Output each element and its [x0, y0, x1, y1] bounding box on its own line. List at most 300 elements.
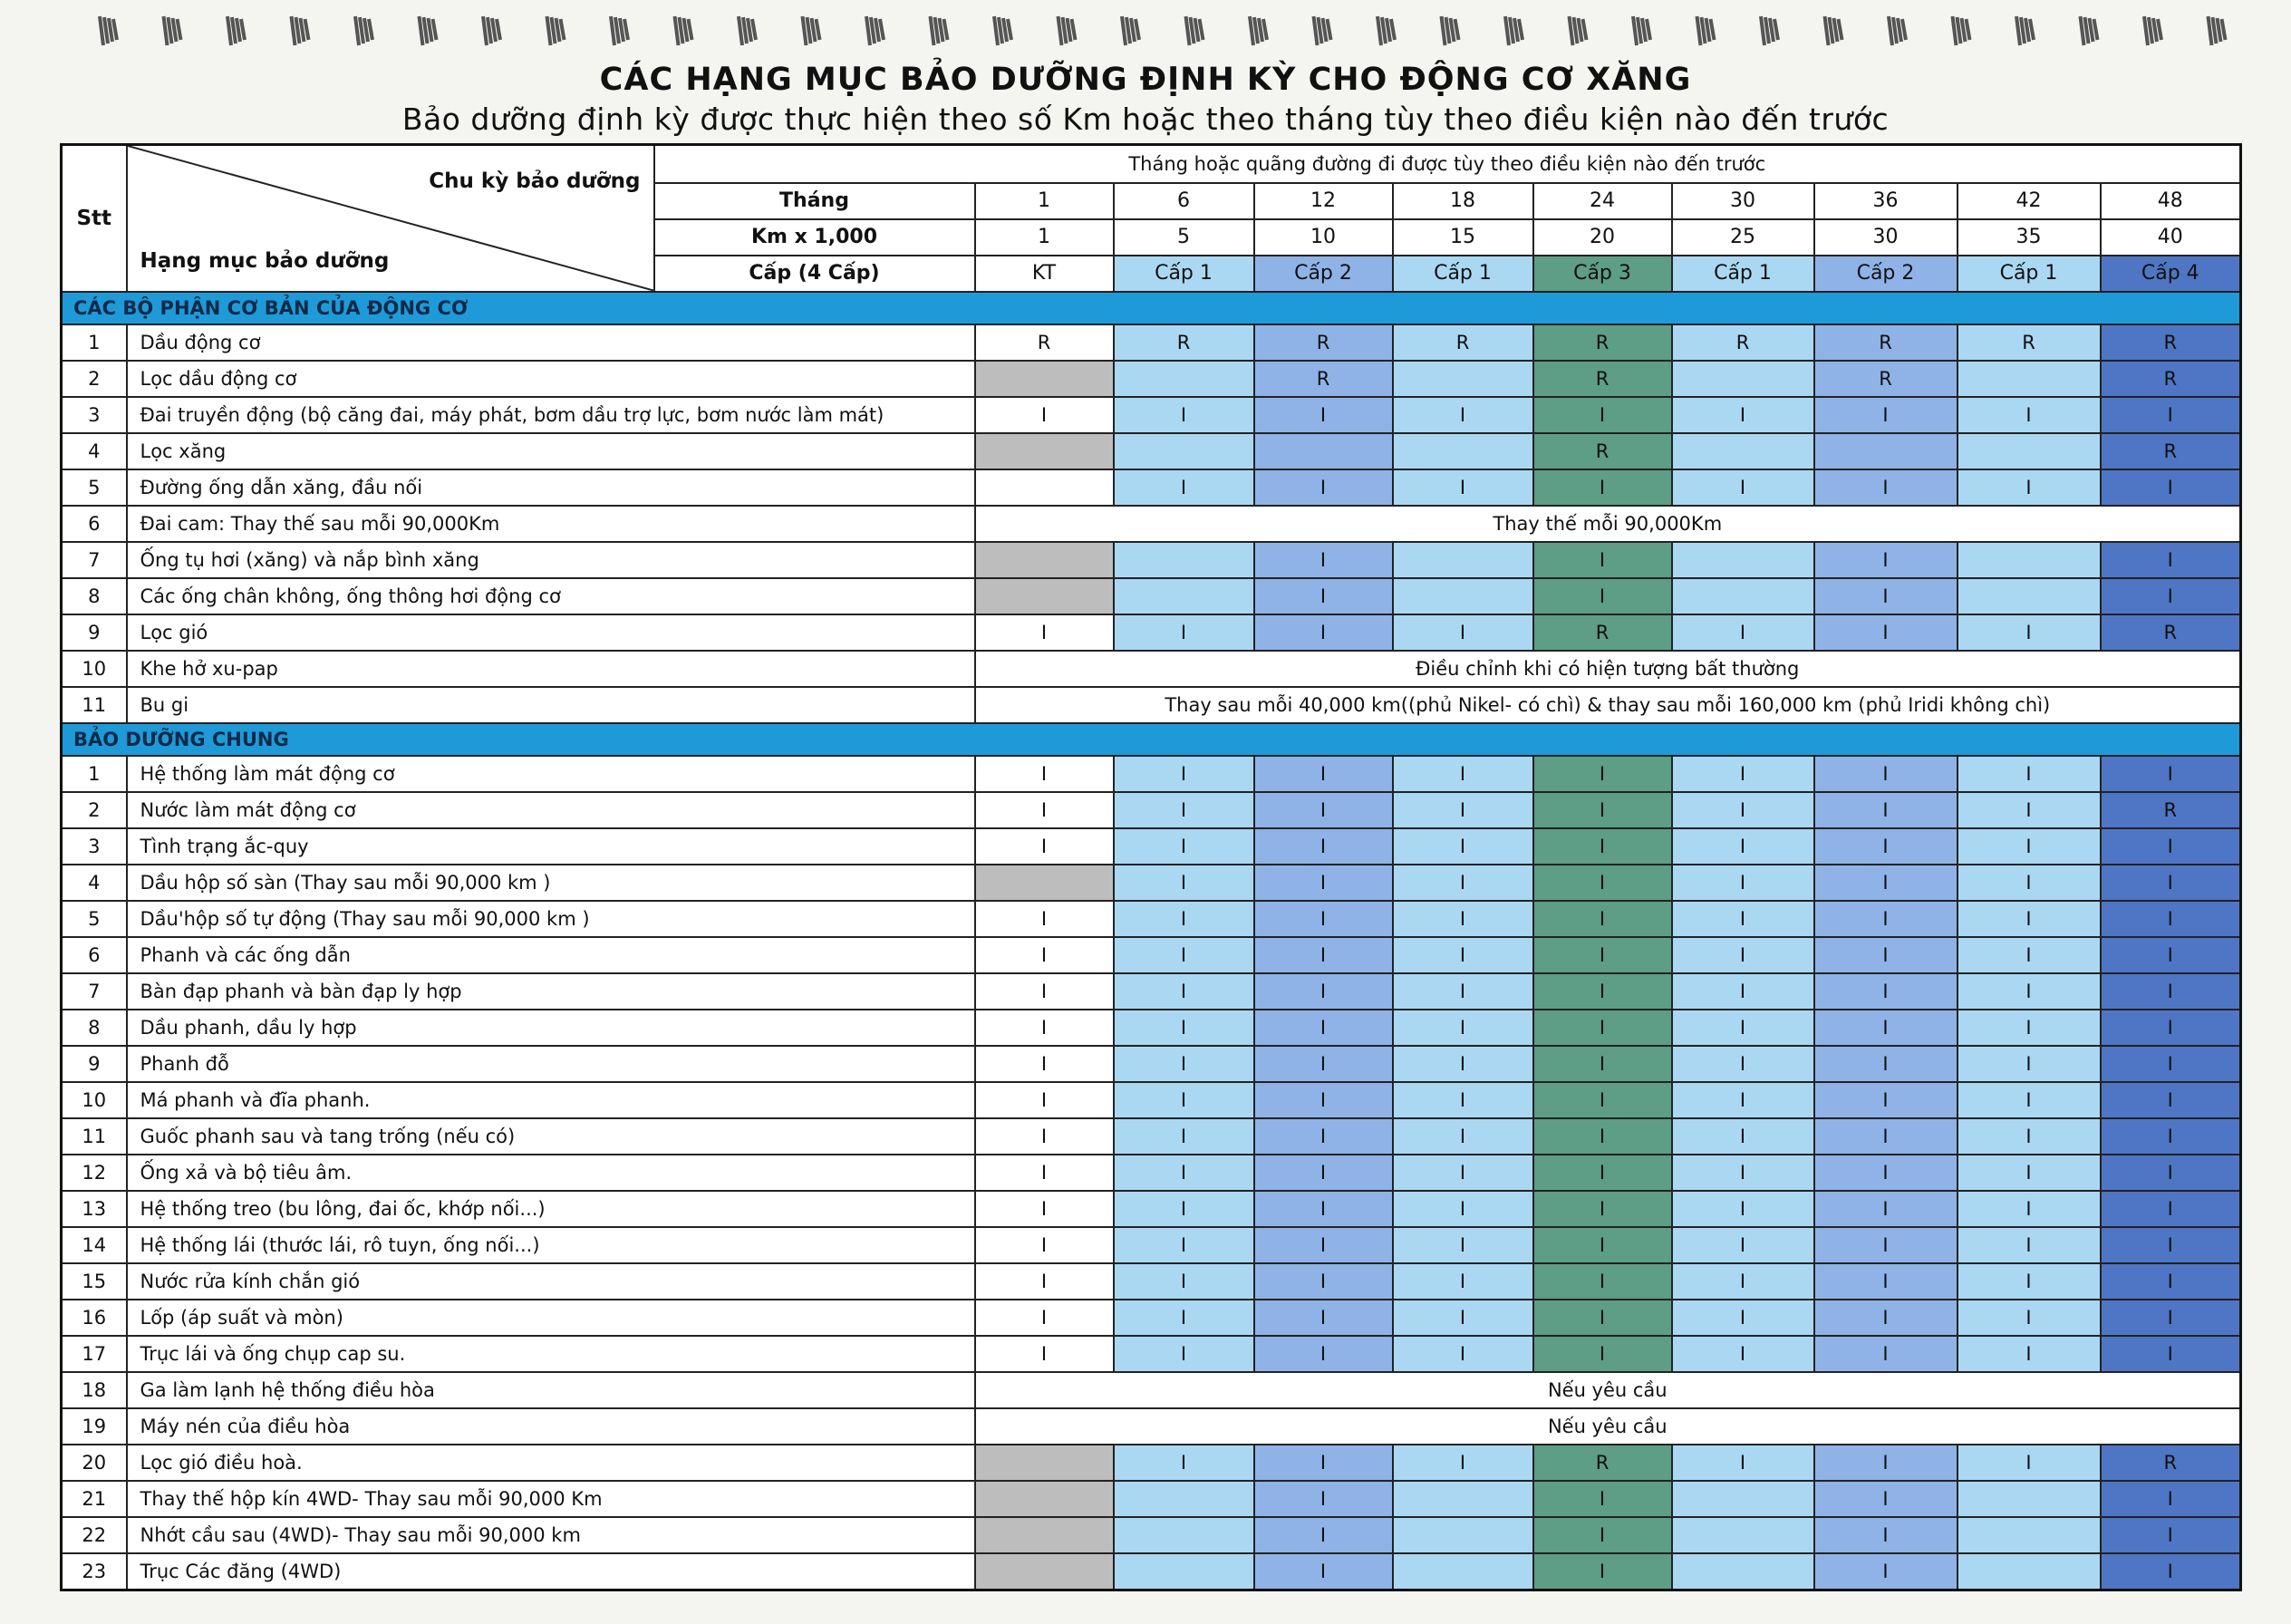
- table-row: [62, 1372, 2241, 1408]
- schedule-cell: I: [1814, 1046, 1958, 1082]
- spiral-ring: [2213, 17, 2217, 44]
- schedule-cell: [1254, 433, 1393, 469]
- spiral-ring: [1455, 19, 1459, 40]
- schedule-cell: [1393, 433, 1533, 469]
- schedule-cell: I: [1958, 792, 2101, 828]
- spiral-ring: [1058, 16, 1062, 45]
- schedule-cell: I: [1958, 937, 2101, 973]
- schedule-cell: I: [1114, 1191, 1254, 1227]
- table-row: [62, 1336, 2241, 1372]
- schedule-cell: I: [975, 1155, 1114, 1191]
- schedule-cell: I: [2101, 1155, 2241, 1191]
- schedule-cell: I: [1114, 397, 1254, 433]
- schedule-cell: I: [1672, 792, 1814, 828]
- schedule-cell: I: [1114, 1227, 1254, 1263]
- spiral-ring: [2025, 18, 2029, 42]
- schedule-cell: I: [1254, 828, 1393, 865]
- item-name: Khe hở xu-pap: [127, 651, 975, 687]
- schedule-cell: I: [1114, 1155, 1254, 1191]
- spiral-ring: [1765, 17, 1769, 44]
- item-label: Hạng mục bảo dưỡng: [140, 248, 390, 273]
- schedule-cell: R: [1958, 324, 2101, 361]
- spiral-ring: [1003, 18, 1007, 42]
- thang-value: 12: [1254, 183, 1393, 219]
- cap-value: Cấp 3: [1533, 256, 1672, 292]
- item-name: Bàn đạp phanh và bàn đạp ly hợp: [127, 973, 975, 1010]
- spiral-ring: [1519, 19, 1522, 40]
- spiral-ring: [1191, 17, 1194, 44]
- schedule-cell: I: [1533, 1263, 1672, 1300]
- spiral-ring: [305, 19, 309, 40]
- schedule-cell: I: [1393, 1336, 1533, 1372]
- schedule-cell: I: [2101, 1191, 2241, 1227]
- spiral-ring: [1702, 17, 1706, 44]
- spiral-ring: [1574, 17, 1578, 44]
- table-row: [62, 973, 2241, 1010]
- schedule-cell: I: [1533, 973, 1672, 1010]
- page-title: CÁC HẠNG MỤC BẢO DƯỠNG ĐỊNH KỲ CHO ĐỘNG CƠ XĂNG: [599, 62, 1692, 98]
- schedule-cell: I: [2101, 1553, 2241, 1590]
- item-name: Thay thế hộp kín 4WD- Thay sau mỗi 90,000 Km: [127, 1481, 975, 1517]
- schedule-cell: I: [1958, 469, 2101, 506]
- schedule-cell: R: [1393, 324, 1533, 361]
- schedule-cell: R: [1814, 324, 1958, 361]
- spiral-ring: [164, 16, 168, 45]
- spiral-ring: [483, 16, 487, 45]
- schedule-cell: I: [1958, 1263, 2101, 1300]
- table-row: [62, 397, 2241, 433]
- schedule-cell: I: [1814, 1010, 1958, 1046]
- item-name: Hệ thống làm mát động cơ: [127, 756, 975, 792]
- schedule-cell: [1114, 1481, 1254, 1517]
- schedule-cell: I: [975, 1118, 1114, 1155]
- schedule-cell: I: [1672, 1445, 1814, 1481]
- page-subtitle: Bảo dưỡng định kỳ được thực hiện theo số Km hoặc theo tháng tùy theo điều kiện nào đến trước: [401, 102, 1890, 137]
- schedule-cell: I: [1393, 937, 1533, 973]
- cap-value: KT: [975, 256, 1114, 292]
- spiral-ring: [1122, 16, 1126, 45]
- spiral-ring: [817, 19, 820, 40]
- row-number: 9: [62, 1046, 127, 1082]
- schedule-cell: I: [1814, 1336, 1958, 1372]
- schedule-cell: [1672, 578, 1814, 614]
- section-title: BẢO DƯỠNG CHUNG: [62, 723, 2241, 756]
- schedule-cell: I: [1672, 614, 1814, 651]
- schedule-cell: I: [975, 397, 1114, 433]
- schedule-cell: I: [1958, 1445, 2101, 1481]
- spiral-ring: [1446, 17, 1450, 44]
- table-row: [62, 687, 2241, 723]
- spiral-ring: [561, 19, 565, 40]
- item-name: Trục Các đăng (4WD): [127, 1553, 975, 1590]
- spiral-ring: [1505, 16, 1509, 45]
- km-value: 40: [2101, 219, 2241, 256]
- row-number: 4: [62, 433, 127, 469]
- item-name: Đai truyền động (bộ căng đai, máy phát, bơm dầu trợ lực, bơm nước làm mát): [127, 397, 975, 433]
- schedule-cell: [1114, 1517, 1254, 1553]
- schedule-cell: I: [2101, 1481, 2241, 1517]
- schedule-cell: I: [1393, 756, 1533, 792]
- spiral-ring: [1711, 19, 1715, 40]
- spiral-ring: [1761, 16, 1764, 45]
- spiral-ring: [739, 16, 742, 45]
- spiral-ring: [1647, 19, 1650, 40]
- schedule-cell: I: [1814, 1155, 1958, 1191]
- spiral-ring: [1638, 17, 1641, 44]
- row-number: 9: [62, 614, 127, 651]
- schedule-cell: I: [1114, 973, 1254, 1010]
- schedule-cell: [975, 1481, 1114, 1517]
- schedule-cell: R: [1533, 361, 1672, 397]
- item-name: Đai cam: Thay thế sau mỗi 90,000Km: [127, 506, 975, 542]
- spiral-ring: [944, 19, 948, 40]
- schedule-cell: I: [1114, 1118, 1254, 1155]
- table-row: [62, 361, 2241, 397]
- schedule-cell: I: [1672, 1263, 1814, 1300]
- schedule-cell: I: [2101, 1010, 2241, 1046]
- spiral-ring: [169, 17, 172, 44]
- item-name: Dầu phanh, dầu ly hợp: [127, 1010, 975, 1046]
- spiral-ring: [1068, 18, 1071, 42]
- schedule-cell: I: [2101, 542, 2241, 578]
- merged-note: Nếu yêu cầu: [975, 1408, 2241, 1445]
- table-row: [62, 792, 2241, 828]
- schedule-cell: I: [1393, 1046, 1533, 1082]
- schedule-cell: I: [1114, 937, 1254, 973]
- schedule-cell: I: [1958, 1336, 2101, 1372]
- spiral-ring: [1834, 18, 1838, 42]
- interval-caption: Tháng hoặc quãng đường đi được tùy theo điều kiện nào đến trước: [654, 145, 2241, 183]
- schedule-cell: I: [1254, 469, 1393, 506]
- schedule-cell: I: [1393, 1445, 1533, 1481]
- schedule-cell: I: [1254, 865, 1393, 901]
- cycle-item-header: [127, 145, 654, 292]
- spiral-ring: [940, 18, 943, 42]
- schedule-cell: R: [2101, 324, 2241, 361]
- row-number: 6: [62, 506, 127, 542]
- item-name: Lọc dầu động cơ: [127, 361, 975, 397]
- item-name: Máy nén của điều hòa: [127, 1408, 975, 1445]
- schedule-cell: R: [1254, 324, 1393, 361]
- cap-value: Cấp 2: [1254, 256, 1393, 292]
- table-row: [62, 1300, 2241, 1336]
- schedule-cell: I: [1958, 1010, 2101, 1046]
- table-row: [62, 1191, 2241, 1227]
- schedule-cell: I: [1393, 828, 1533, 865]
- schedule-cell: I: [1672, 469, 1814, 506]
- schedule-cell: I: [1114, 614, 1254, 651]
- schedule-cell: I: [1814, 1553, 1958, 1590]
- schedule-cell: [1958, 1553, 2101, 1590]
- spiral-ring: [1378, 16, 1381, 45]
- schedule-cell: I: [975, 828, 1114, 865]
- spiral-ring: [1706, 18, 1710, 42]
- schedule-cell: R: [1814, 361, 1958, 397]
- item-name: Lọc gió điều hoà.: [127, 1445, 975, 1481]
- schedule-cell: I: [1254, 1010, 1393, 1046]
- row-number: 1: [62, 324, 127, 361]
- spiral-binding: [0, 0, 2291, 53]
- schedule-cell: I: [1533, 1517, 1672, 1553]
- table-row: [62, 1082, 2241, 1118]
- schedule-cell: I: [1533, 1481, 1672, 1517]
- spiral-ring: [2149, 17, 2152, 44]
- spiral-ring: [360, 17, 363, 44]
- km-value: 1: [975, 219, 1114, 256]
- row-number: 11: [62, 1118, 127, 1155]
- schedule-cell: I: [2101, 1118, 2241, 1155]
- schedule-cell: I: [1254, 1300, 1393, 1336]
- item-name: Dầu động cơ: [127, 324, 975, 361]
- table-row: [62, 1263, 2241, 1300]
- spiral-ring: [2094, 19, 2098, 40]
- schedule-cell: I: [2101, 937, 2241, 973]
- item-name: Nước rửa kính chắn gió: [127, 1263, 975, 1300]
- table-row: [62, 1408, 2241, 1445]
- spiral-ring: [1893, 17, 1897, 44]
- cap-value: Cấp 1: [1672, 256, 1814, 292]
- row-number: 5: [62, 469, 127, 506]
- schedule-cell: [1393, 1517, 1533, 1553]
- row-number: 10: [62, 1082, 127, 1118]
- schedule-cell: I: [975, 1082, 1114, 1118]
- table-row: [62, 1553, 2241, 1590]
- spiral-ring: [497, 19, 500, 40]
- schedule-cell: I: [1958, 397, 2101, 433]
- schedule-cell: I: [1958, 865, 2101, 901]
- spiral-ring: [1958, 17, 1961, 44]
- schedule-cell: I: [1114, 1082, 1254, 1118]
- cap-value: Cấp 1: [1958, 256, 2101, 292]
- schedule-cell: I: [1672, 1118, 1814, 1155]
- schedule-cell: I: [1958, 1046, 2101, 1082]
- schedule-cell: I: [1393, 1300, 1533, 1336]
- spiral-ring: [624, 19, 628, 40]
- thang-value: 6: [1114, 183, 1254, 219]
- spiral-ring: [1259, 18, 1262, 42]
- schedule-cell: I: [1672, 973, 1814, 1010]
- spiral-ring: [1570, 16, 1573, 45]
- schedule-cell: I: [1672, 1227, 1814, 1263]
- table-row: [62, 469, 2241, 506]
- spiral-ring: [2218, 18, 2221, 42]
- schedule-cell: [1672, 1553, 1814, 1590]
- schedule-cell: I: [1672, 756, 1814, 792]
- spiral-ring: [1830, 17, 1833, 44]
- schedule-cell: I: [1958, 901, 2101, 937]
- table-row: [62, 542, 2241, 578]
- spiral-ring: [552, 17, 556, 44]
- spiral-ring: [1442, 16, 1445, 45]
- spiral-ring: [2144, 16, 2148, 45]
- spiral-ring: [999, 17, 1002, 44]
- schedule-cell: [1393, 1481, 1533, 1517]
- schedule-cell: I: [1254, 397, 1393, 433]
- schedule-cell: I: [1958, 973, 2101, 1010]
- spiral-ring: [1063, 17, 1067, 44]
- spiral-ring: [1770, 18, 1774, 42]
- spiral-ring: [109, 18, 112, 42]
- schedule-cell: I: [2101, 1082, 2241, 1118]
- row-number: 23: [62, 1553, 127, 1590]
- km-value: 10: [1254, 219, 1393, 256]
- schedule-cell: I: [1393, 1155, 1533, 1191]
- spiral-ring: [1314, 16, 1318, 45]
- table-row: [62, 506, 2241, 542]
- schedule-cell: R: [2101, 792, 2241, 828]
- schedule-cell: I: [2101, 973, 2241, 1010]
- schedule-cell: I: [1254, 1118, 1393, 1155]
- schedule-cell: I: [1393, 973, 1533, 1010]
- thang-value: 30: [1672, 183, 1814, 219]
- schedule-cell: I: [1533, 1082, 1672, 1118]
- schedule-cell: I: [1958, 614, 2101, 651]
- schedule-cell: I: [1672, 1336, 1814, 1372]
- table-row: [62, 1481, 2241, 1517]
- schedule-cell: I: [1814, 937, 1958, 973]
- schedule-cell: [1393, 1553, 1533, 1590]
- spiral-ring: [2021, 17, 2025, 44]
- spiral-ring: [424, 17, 428, 44]
- row-number: 4: [62, 865, 127, 901]
- spiral-ring: [1825, 16, 1829, 45]
- spiral-ring: [1387, 18, 1390, 42]
- row-number: 12: [62, 1155, 127, 1191]
- merged-note: Thay sau mỗi 40,000 km((phủ Nikel- có chì) & thay sau mỗi 160,000 km (phủ Iridi không chì): [975, 687, 2241, 723]
- schedule-cell: I: [1254, 937, 1393, 973]
- schedule-cell: I: [1254, 1227, 1393, 1263]
- schedule-cell: [1958, 361, 2101, 397]
- row-number: 2: [62, 792, 127, 828]
- schedule-cell: R: [1533, 614, 1672, 651]
- spiral-ring: [1319, 17, 1322, 44]
- spiral-ring: [1391, 19, 1395, 40]
- schedule-cell: I: [1254, 1191, 1393, 1227]
- row-number: 1: [62, 756, 127, 792]
- schedule-cell: I: [1114, 865, 1254, 901]
- schedule-cell: I: [1814, 756, 1958, 792]
- item-name: Ga làm lạnh hệ thống điều hòa: [127, 1372, 975, 1408]
- spiral-ring: [1072, 19, 1076, 40]
- schedule-cell: I: [1533, 397, 1672, 433]
- schedule-cell: I: [1814, 792, 1958, 828]
- month-label: Tháng: [654, 183, 975, 219]
- schedule-cell: I: [1533, 1300, 1672, 1336]
- item-name: Bu gi: [127, 687, 975, 723]
- schedule-cell: I: [1254, 1263, 1393, 1300]
- spiral-ring: [675, 16, 679, 45]
- spiral-ring: [1250, 16, 1253, 45]
- item-name: Phanh và các ống dẫn: [127, 937, 975, 973]
- schedule-cell: I: [1958, 756, 2101, 792]
- schedule-cell: I: [1814, 1118, 1958, 1155]
- schedule-cell: I: [1254, 614, 1393, 651]
- spiral-ring: [1774, 19, 1778, 40]
- schedule-cell: I: [1393, 1010, 1533, 1046]
- spiral-ring: [429, 18, 432, 42]
- spiral-ring: [880, 19, 884, 40]
- cap-value: Cấp 4: [2101, 256, 2241, 292]
- spiral-ring: [1136, 19, 1139, 40]
- row-number: 21: [62, 1481, 127, 1517]
- spiral-ring: [875, 18, 879, 42]
- km-value: 25: [1672, 219, 1814, 256]
- schedule-cell: I: [1814, 1082, 1958, 1118]
- row-number: 3: [62, 828, 127, 865]
- spiral-ring: [1953, 16, 1957, 45]
- spiral-ring: [752, 19, 756, 40]
- spiral-ring: [812, 18, 816, 42]
- spiral-ring: [2090, 18, 2093, 42]
- schedule-cell: I: [1254, 578, 1393, 614]
- cycle-label: Chu kỳ bảo dưỡng: [429, 169, 641, 193]
- spiral-ring: [1579, 18, 1582, 42]
- schedule-cell: I: [1814, 1191, 1958, 1227]
- schedule-cell: I: [1533, 1227, 1672, 1263]
- schedule-cell: [975, 433, 1114, 469]
- schedule-cell: [975, 1553, 1114, 1590]
- spiral-ring: [433, 19, 437, 40]
- schedule-cell: R: [1254, 361, 1393, 397]
- spiral-ring: [748, 18, 751, 42]
- schedule-cell: R: [1533, 1445, 1672, 1481]
- merged-note: Nếu yêu cầu: [975, 1372, 2241, 1408]
- spiral-ring: [420, 16, 423, 45]
- item-name: Các ống chân không, ống thông hơi động cơ: [127, 578, 975, 614]
- schedule-cell: I: [1254, 973, 1393, 1010]
- schedule-cell: [1672, 361, 1814, 397]
- stt-header: Stt: [62, 145, 127, 292]
- km-value: 5: [1114, 219, 1254, 256]
- schedule-cell: I: [1393, 865, 1533, 901]
- section-title: CÁC BỘ PHẬN CƠ BẢN CỦA ĐỘNG CƠ: [62, 292, 2241, 324]
- spiral-ring: [1967, 19, 1970, 40]
- row-number: 6: [62, 937, 127, 973]
- schedule-cell: I: [1114, 1300, 1254, 1336]
- schedule-cell: I: [1114, 792, 1254, 828]
- spiral-ring: [488, 17, 491, 44]
- schedule-cell: I: [1672, 1155, 1814, 1191]
- schedule-cell: I: [1533, 865, 1672, 901]
- row-number: 20: [62, 1445, 127, 1481]
- spiral-ring: [369, 19, 372, 40]
- schedule-cell: I: [975, 1191, 1114, 1227]
- schedule-cell: [1393, 578, 1533, 614]
- schedule-cell: [1672, 1481, 1814, 1517]
- schedule-cell: I: [1393, 397, 1533, 433]
- schedule-cell: I: [2101, 1263, 2241, 1300]
- schedule-cell: I: [1814, 578, 1958, 614]
- schedule-cell: I: [1114, 469, 1254, 506]
- table-row: [62, 578, 2241, 614]
- schedule-cell: I: [2101, 901, 2241, 937]
- thang-value: 42: [1958, 183, 2101, 219]
- schedule-cell: I: [1814, 542, 1958, 578]
- schedule-cell: R: [2101, 361, 2241, 397]
- table-row: [62, 865, 2241, 901]
- cap-value: Cấp 1: [1114, 256, 1254, 292]
- spiral-ring: [1510, 17, 1513, 44]
- schedule-cell: I: [1533, 756, 1672, 792]
- schedule-cell: I: [1254, 901, 1393, 937]
- schedule-cell: I: [1254, 1336, 1393, 1372]
- row-number: 15: [62, 1263, 127, 1300]
- schedule-cell: I: [1672, 397, 1814, 433]
- schedule-cell: I: [1672, 828, 1814, 865]
- schedule-cell: I: [1254, 1445, 1393, 1481]
- table-row: [62, 1517, 2241, 1553]
- schedule-cell: I: [975, 1046, 1114, 1082]
